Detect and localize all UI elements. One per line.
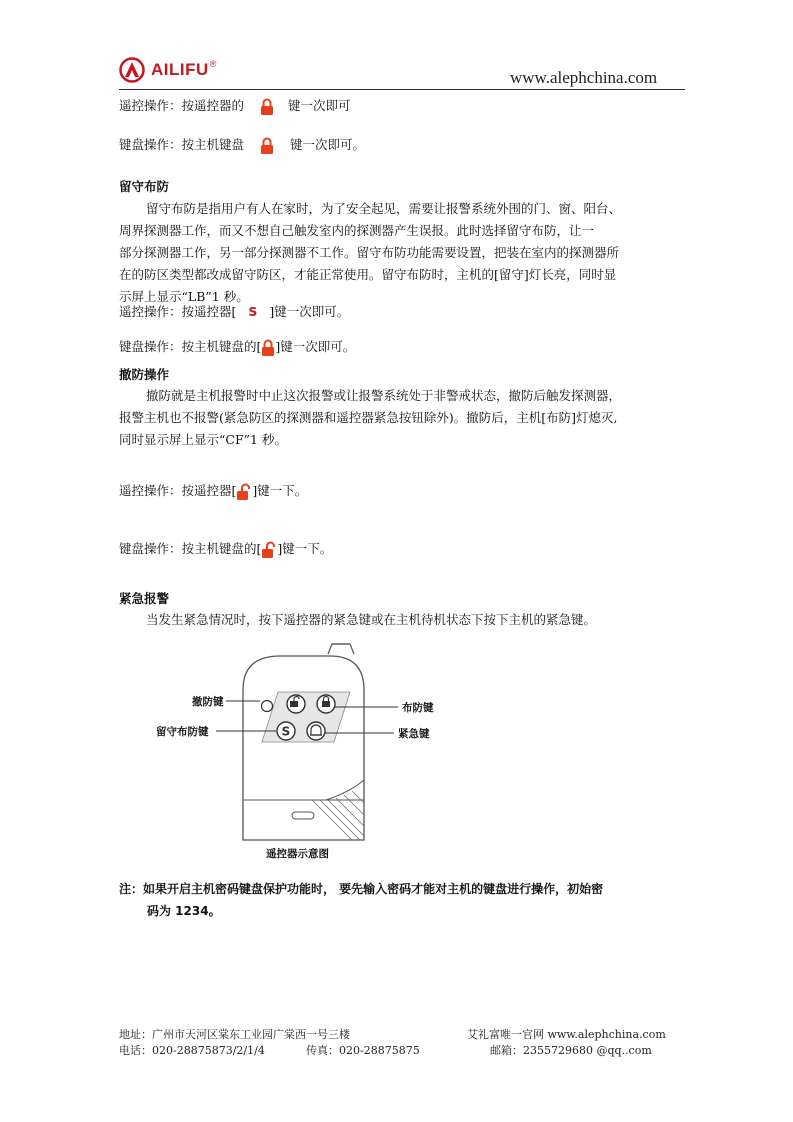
remote-panic-button bbox=[307, 722, 325, 740]
lock-open-icon bbox=[261, 541, 277, 559]
stay-arm-keypad-line bbox=[119, 336, 355, 358]
label-panic-key: 紧急键 bbox=[398, 728, 430, 740]
brand-reg-mark: ® bbox=[209, 59, 217, 69]
header-divider bbox=[119, 89, 685, 90]
footer-fax: 传真：020-28875875 bbox=[306, 1044, 420, 1057]
brand-logo bbox=[119, 56, 216, 84]
panic-paragraph bbox=[119, 609, 685, 631]
remote-arm-button bbox=[317, 695, 335, 713]
panic-line-1: 当发生紧急情况时，按下遥控器的紧急键或在主机待机状态下按下主机的紧急键。 bbox=[146, 612, 597, 627]
lock-closed-icon bbox=[261, 339, 275, 357]
label-arm-key: 布防键 bbox=[402, 702, 434, 714]
disarm-heading: 撤防操作 bbox=[119, 367, 170, 382]
arm-remote-prefix: 遥控操作：按遥控器的 bbox=[119, 98, 245, 113]
remote-antenna bbox=[328, 644, 354, 654]
ailifu-logo-icon bbox=[119, 57, 145, 83]
disarm-keypad-line bbox=[119, 538, 332, 560]
password-note bbox=[119, 878, 603, 922]
note-line-2: 码为 1234。 bbox=[147, 904, 221, 918]
disarm-remote-suffix: ]键一下。 bbox=[252, 483, 308, 498]
stay-arm-line-5: 示屏上显示“LB”1 秒。 bbox=[119, 289, 249, 304]
disarm-paragraph bbox=[119, 385, 685, 451]
arm-keypad-suffix: 键一次即可。 bbox=[289, 137, 365, 152]
stay-arm-remote-line bbox=[119, 301, 349, 323]
arm-remote-suffix: 键一次即可 bbox=[287, 98, 351, 113]
stay-remote-prefix: 遥控操作：按遥控器[ bbox=[119, 304, 237, 319]
stay-arm-line-4: 在的防区类型都改成留守防区，才能正常使用。留守布防时，主机的[留守]灯长亮，同时显 bbox=[119, 267, 617, 282]
remote-button-panel bbox=[262, 692, 350, 742]
stay-s-key: S bbox=[248, 304, 258, 319]
disarm-line-2: 报警主机也不报警(紧急防区的探测器和遥控器紧急按钮除外)。撤防后，主机[布防]灯熄灭, bbox=[119, 410, 618, 425]
remote-stay-button bbox=[277, 722, 295, 740]
arm-keypad-line bbox=[119, 134, 365, 156]
stay-arm-line-1: 留守布防是指用户有人在家时，为了安全起见，需要让报警系统外围的门、窗、阳台、 bbox=[146, 201, 622, 216]
stay-arm-heading: 留守布防 bbox=[119, 179, 170, 194]
remote-disarm-button bbox=[287, 695, 305, 713]
stay-keypad-prefix: 键盘操作：按主机键盘的[ bbox=[119, 339, 262, 354]
panic-heading: 紧急报警 bbox=[119, 591, 170, 606]
label-disarm-key: 撤防键 bbox=[192, 696, 224, 708]
note-line-1: 注：如果开启主机密码键盘保护功能时， 要先输入密码才能对主机的键盘进行操作，初始密 bbox=[119, 882, 604, 896]
footer-address: 地址：广州市天河区棠东工业园广棠西一号三楼 bbox=[119, 1028, 350, 1041]
stay-arm-line-3: 部分探测器工作，另一部分探测器不工作。留守布防功能需要设置，把装在室内的探测器所 bbox=[119, 245, 620, 260]
disarm-line-1: 撤防就是主机报警时中止这次报警或让报警系统处于非警戒状态，撤防后触发探测器， bbox=[146, 388, 622, 403]
header-website: www.alephchina.com bbox=[510, 68, 658, 87]
disarm-remote-prefix: 遥控操作：按遥控器[ bbox=[119, 483, 237, 498]
stay-remote-suffix: ]键一次即可。 bbox=[269, 304, 350, 319]
footer-phone: 电话：020-28875873/2/1/4 bbox=[119, 1044, 265, 1057]
stay-arm-line-2: 周界探测器工作，而又不想自己触发室内的探测器产生误报。此时选择留守布防，让一 bbox=[119, 223, 595, 238]
arm-remote-line bbox=[119, 95, 351, 117]
stay-arm-paragraph bbox=[119, 198, 685, 308]
disarm-line-3: 同时显示屏上显示“CF”1 秒。 bbox=[119, 432, 287, 447]
lock-closed-icon bbox=[260, 137, 274, 155]
lock-open-icon bbox=[236, 483, 252, 501]
svg-text:S: S bbox=[281, 724, 291, 739]
figure-caption: 遥控器示意图 bbox=[266, 848, 329, 860]
remote-led bbox=[262, 701, 273, 712]
stay-keypad-suffix: ]键一次即可。 bbox=[275, 339, 356, 354]
remote-slot bbox=[292, 812, 314, 819]
lock-closed-icon bbox=[260, 98, 274, 116]
disarm-keypad-suffix: ]键一下。 bbox=[277, 541, 333, 556]
brand-name: AILIFU bbox=[151, 60, 209, 79]
footer-email: 邮箱：2355729680 @qq..com bbox=[490, 1044, 652, 1057]
footer-site: 艾礼富唯一官网 www.alephchina.com bbox=[467, 1028, 666, 1041]
remote-diagram bbox=[150, 640, 460, 865]
disarm-keypad-prefix: 键盘操作：按主机键盘的[ bbox=[119, 541, 262, 556]
arm-keypad-prefix: 键盘操作：按主机键盘 bbox=[119, 137, 245, 152]
disarm-remote-line bbox=[119, 480, 307, 502]
label-stay-key: 留守布防键 bbox=[156, 726, 209, 738]
